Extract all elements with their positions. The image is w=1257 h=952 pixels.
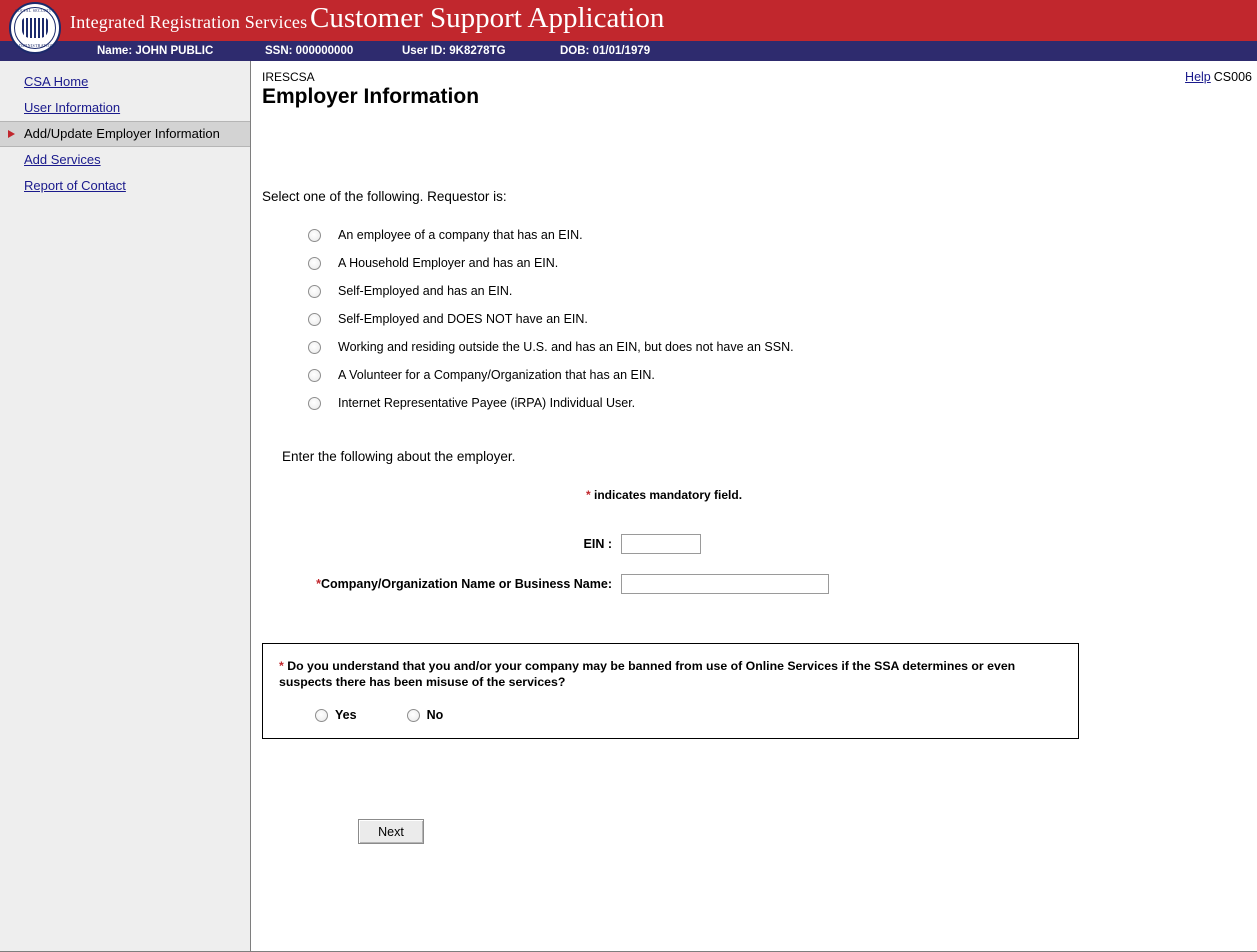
- sidebar-item-label: Add/Update Employer Information: [24, 126, 220, 141]
- radio-button-icon[interactable]: [308, 369, 321, 382]
- requestor-type-radio-group: [308, 221, 794, 417]
- breadcrumb: IRESCSA: [262, 70, 315, 84]
- sidebar-item-csa-home[interactable]: [0, 69, 250, 95]
- ein-input[interactable]: [621, 534, 701, 554]
- select-prompt: Select one of the following. Requestor is:: [262, 189, 507, 204]
- info-name: Name: JOHN PUBLIC: [97, 45, 214, 57]
- radio-button-icon[interactable]: [308, 285, 321, 298]
- radio-button-icon[interactable]: [308, 341, 321, 354]
- sidebar-item-add-services[interactable]: [0, 147, 250, 173]
- mandatory-note-text: indicates mandatory field.: [594, 488, 743, 502]
- info-ssn: SSN: 000000000: [265, 45, 354, 57]
- radio-button-icon[interactable]: [308, 229, 321, 242]
- user-info-bar: [0, 41, 1257, 61]
- mandatory-asterisk: *: [316, 577, 321, 591]
- help-link[interactable]: Help: [1185, 70, 1211, 84]
- page-title: Employer Information: [262, 85, 480, 108]
- acknowledgement-yes-label: Yes: [335, 708, 357, 722]
- mandatory-field-note: [586, 488, 742, 502]
- radio-option-outside-us-with-ein-no-ssn[interactable]: [308, 333, 794, 361]
- radio-option-irpa-individual-user[interactable]: [308, 389, 794, 417]
- radio-button-icon[interactable]: [315, 709, 328, 722]
- company-name-input[interactable]: [621, 574, 829, 594]
- next-button[interactable]: Next: [358, 819, 424, 844]
- ssa-seal-logo: [9, 2, 61, 54]
- sidebar-item-label: Add Services: [24, 152, 101, 167]
- radio-option-label: Self-Employed and has an EIN.: [338, 284, 513, 298]
- radio-option-self-employed-without-ein[interactable]: [308, 305, 794, 333]
- radio-option-volunteer-with-ein[interactable]: [308, 361, 794, 389]
- sidebar-item-report-of-contact[interactable]: [0, 173, 250, 199]
- radio-option-label: Self-Employed and DOES NOT have an EIN.: [338, 312, 588, 326]
- ein-field-row: [422, 534, 701, 554]
- company-label: [282, 577, 612, 591]
- main-content: [252, 61, 1257, 952]
- sidebar-item-label: CSA Home: [24, 74, 89, 89]
- enter-employer-instruction: Enter the following about the employer.: [282, 449, 516, 464]
- sidebar-item-label: User Information: [24, 100, 121, 115]
- acknowledgement-question: [279, 658, 1068, 691]
- app-header: [0, 0, 1257, 48]
- company-label-text: Company/Organization Name or Business Name:: [320, 577, 612, 591]
- acknowledgement-option-yes[interactable]: [315, 708, 357, 722]
- radio-option-household-employer-with-ein[interactable]: [308, 249, 794, 277]
- selected-arrow-icon: [8, 130, 15, 138]
- acknowledgement-no-label: No: [426, 708, 444, 722]
- radio-button-icon[interactable]: [407, 709, 420, 722]
- mandatory-asterisk: *: [279, 659, 284, 673]
- ein-label: EIN :: [583, 537, 612, 551]
- radio-option-employee-with-ein[interactable]: [308, 221, 794, 249]
- radio-button-icon[interactable]: [308, 397, 321, 410]
- radio-button-icon[interactable]: [308, 313, 321, 326]
- sidebar-nav: [0, 61, 251, 952]
- misuse-acknowledgement-box: [262, 643, 1079, 739]
- sidebar-item-add-update-employer-information[interactable]: [0, 121, 250, 147]
- sidebar-item-label: Report of Contact: [24, 178, 126, 193]
- acknowledgement-option-no[interactable]: [407, 708, 444, 722]
- radio-option-label: A Household Employer and has an EIN.: [338, 256, 559, 270]
- info-dob: DOB: 01/01/1979: [560, 45, 651, 57]
- sidebar-item-user-information[interactable]: [0, 95, 250, 121]
- radio-option-label: Working and residing outside the U.S. and has an EIN, but does not have an SSN.: [338, 340, 794, 354]
- radio-option-self-employed-with-ein[interactable]: [308, 277, 794, 305]
- acknowledgement-question-text: Do you understand that you and/or your company may be banned from use of Online Services if the SSA determines or even suspects there has been misuse of the services?: [279, 659, 1016, 690]
- seal-eagle-icon: [22, 18, 48, 38]
- company-field-row: [282, 574, 829, 594]
- radio-option-label: A Volunteer for a Company/Organization that has an EIN.: [338, 368, 655, 382]
- info-user-id: User ID: 9K8278TG: [402, 45, 506, 57]
- page-body: [0, 61, 1257, 952]
- app-subtitle: Integrated Registration Services: [70, 12, 308, 32]
- radio-option-label: An employee of a company that has an EIN.: [338, 228, 583, 242]
- radio-option-label: Internet Representative Payee (iRPA) Individual User.: [338, 396, 636, 410]
- acknowledgement-radio-group: [315, 708, 493, 722]
- app-title: Customer Support Application: [310, 2, 665, 34]
- sidebar-top-spacer: [0, 61, 250, 69]
- screen-code: CS006: [1213, 70, 1252, 84]
- seal-bottom-text: ADMINISTRATION: [15, 43, 55, 48]
- help-and-screen-code: [1185, 70, 1252, 84]
- radio-button-icon[interactable]: [308, 257, 321, 270]
- mandatory-asterisk: *: [586, 488, 591, 502]
- seal-top-text: SOCIAL SECURITY: [15, 8, 55, 13]
